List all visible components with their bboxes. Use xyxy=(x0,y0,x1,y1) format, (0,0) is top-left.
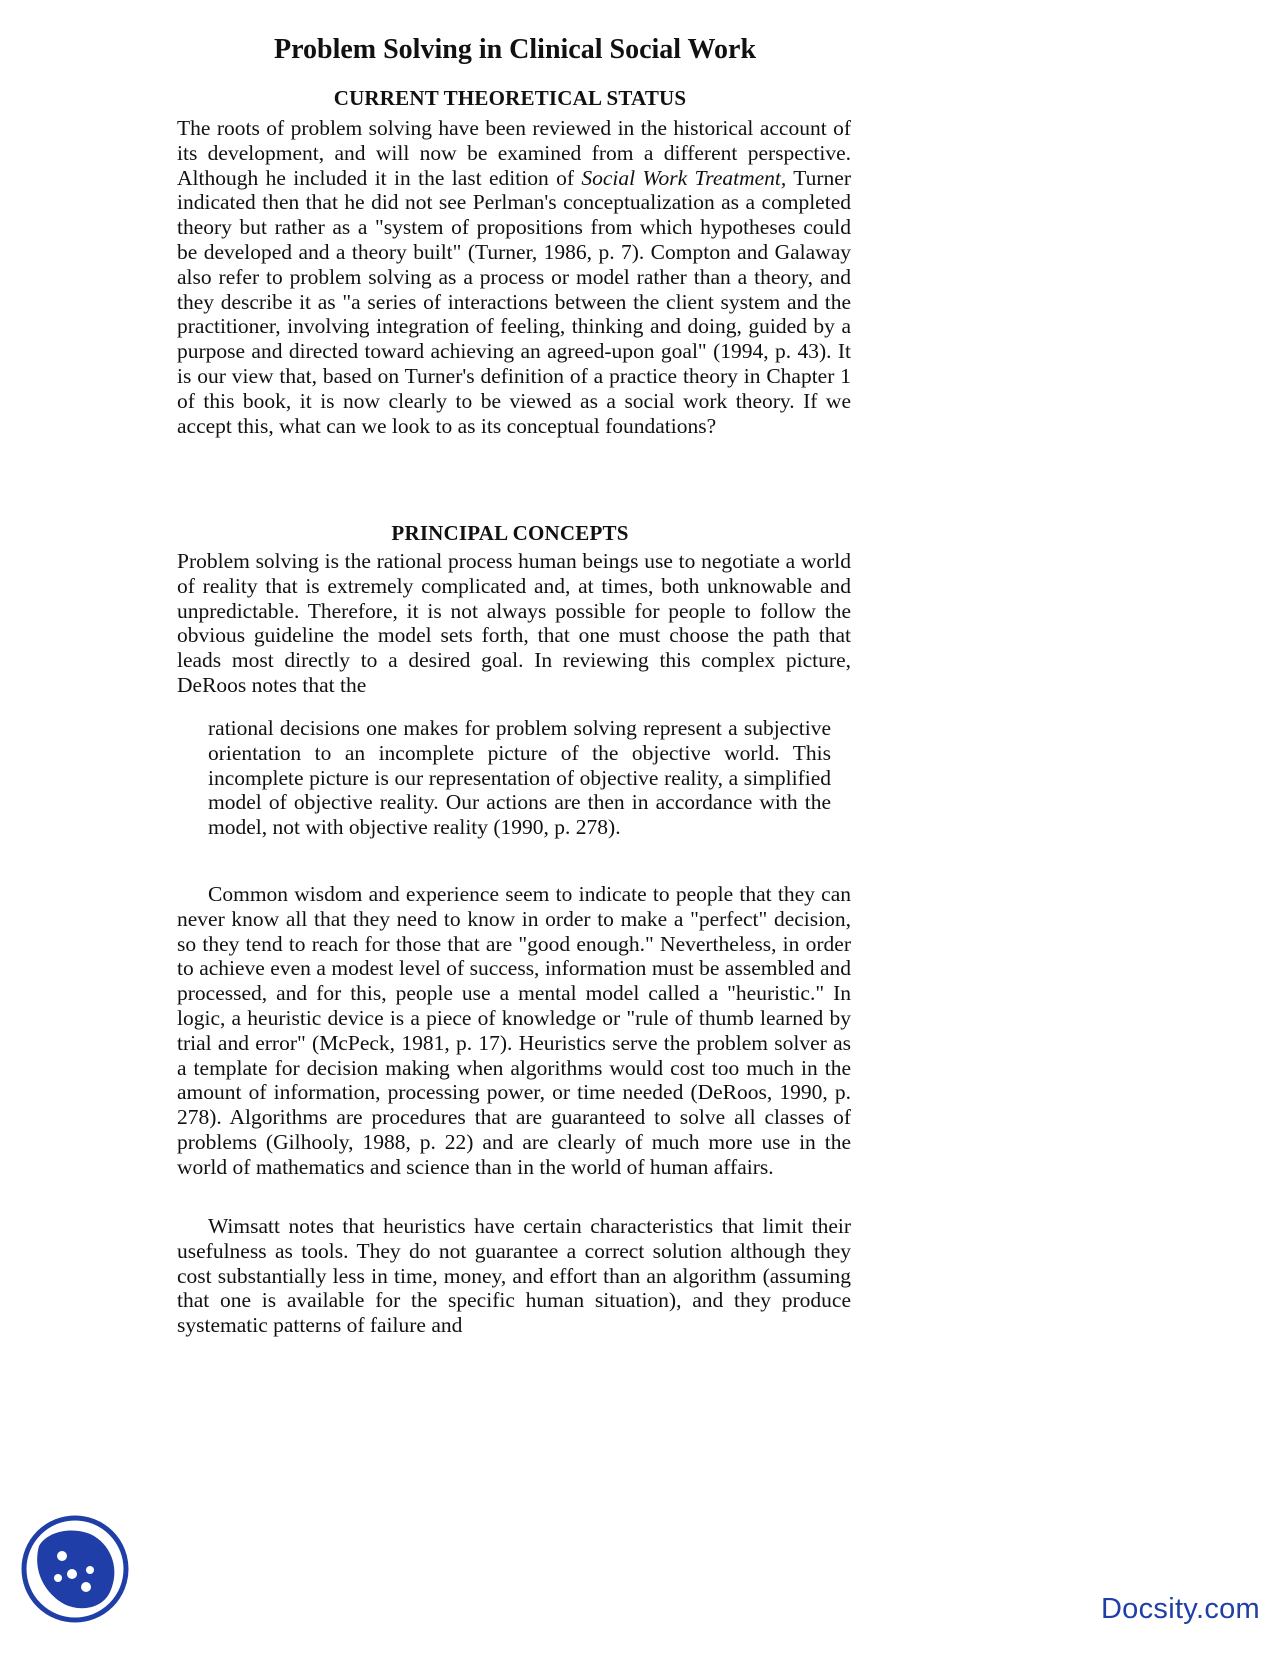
paragraph-wimsatt: Wimsatt notes that heuristics have certain characteristics that limit their usefulness as tools. They do not guarantee a correct solution although they cost substantially less in time, money, and effort than an algorithm (assuming that one is available for the specific human situation), and they produce systematic patterns of failure and xyxy=(177,1214,851,1338)
section-heading-principal-concepts: PRINCIPAL CONCEPTS xyxy=(391,521,629,545)
section-heading-current-theoretical-status: CURRENT THEORETICAL STATUS xyxy=(333,86,687,110)
book-title-italic: Social Work Treatment, xyxy=(581,165,787,190)
paragraph-text: Turner indicated then that he did not see Perlman's conceptualization as a completed theory but rather as a "system of propositions from which hypotheses could be developed and a theory built" (Turner, 1986, p. 7). Compton and Galaway also refer to problem solving as a process or model rather than a theory, and they describe it as "a series of interactions between the client system and the practitioner, involving integration of feeling, thinking and doing, guided by a purpose and directed toward achieving an agreed-upon goal" (1994, p. 43). It is our view that, based on Turner's definition of a practice theory in Chapter 1 of this book, it is now clearly to be viewed as a social work theory. If we accept this, what can we look to as its conceptual foundations? xyxy=(177,165,851,438)
paragraph-theoretical-status xyxy=(177,116,851,438)
paragraph-common-wisdom: Common wisdom and experience seem to indicate to people that they can never know all that they need to know in order to make a "perfect" decision, so they tend to reach for those that are "good enough." Nevertheless, in order to achieve even a modest level of success, information must be assembled and processed, and for this, people use a mental model called a "heuristic." In logic, a heuristic device is a piece of knowledge or "rule of thumb learned by trial and error" (McPeck, 1981, p. 17). Heuristics serve the problem solver as a template for decision making when algorithms would cost too much in the amount of information, processing power, or time needed (DeRoos, 1990, p. 278). Algorithms are procedures that are guaranteed to solve all classes of problems (Gilhooly, 1988, p. 22) and are clearly of much more use in the world of mathematics and science than in the world of human affairs. xyxy=(177,882,851,1179)
block-quote-deroos: rational decisions one makes for problem solving represent a subjective orientation to an incomplete picture of the objective world. This incomplete picture is our representation of objective reality, a simplified model of objective reality. Our actions are then in accordance with the model, not with objective reality (1990, p. 278). xyxy=(208,716,831,840)
docsity-logo-icon xyxy=(20,1514,130,1624)
paragraph-text: The roots of problem solving have been reviewed in the historical account of its development, and will now be examined from a different perspective. Although he included it in the last edition of xyxy=(177,116,851,190)
page-title: Problem Solving in Clinical Social Work xyxy=(273,34,757,65)
docsity-watermark-link[interactable]: Docsity.com xyxy=(1100,1593,1260,1625)
paragraph-principal-concepts-intro: Problem solving is the rational process human beings use to negotiate a world of reality that is extremely complicated and, at times, both unknowable and unpredictable. Therefore, it is not always possible for people to follow the obvious guideline the model sets forth, that one must choose the path that leads most directly to a desired goal. In reviewing this complex picture, DeRoos notes that the xyxy=(177,549,851,697)
